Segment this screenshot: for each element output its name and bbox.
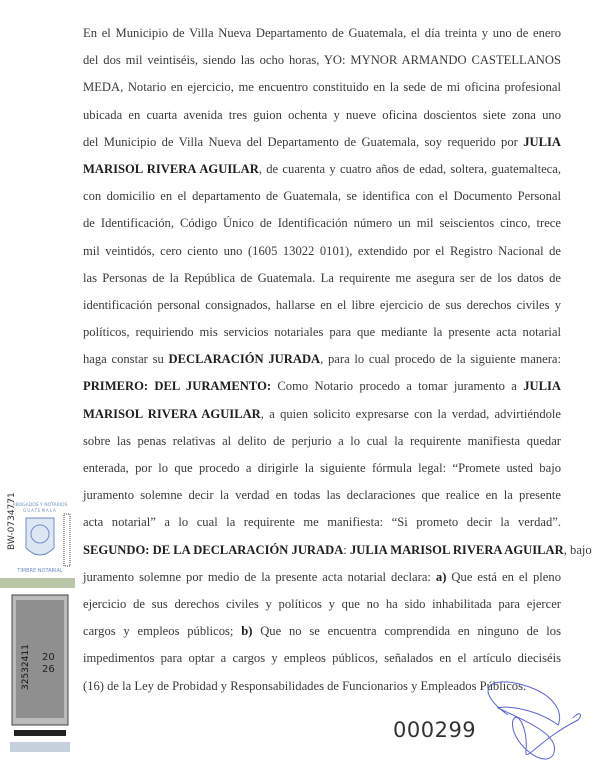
- text-segment: , de cuarenta y cuatro años de edad, soltera, guatemalteca,: [258, 161, 562, 176]
- text-segment: haga constar su: [83, 352, 169, 367]
- text-segment: ubicada en cuarta avenida tres guion ochenta y nueve oficina doscientos siete zona uno: [83, 107, 561, 122]
- text-line: [83, 292, 561, 319]
- text-line: [83, 618, 561, 645]
- bold-text: a): [435, 569, 447, 584]
- notarial-stamp: [0, 492, 75, 588]
- svg-text:ABOGADOS Y NOTARIOS: ABOGADOS Y NOTARIOS: [12, 503, 68, 508]
- text-line: [83, 74, 561, 101]
- text-segment: ejercicio de sus derechos civiles y políticos y que no ha sido inhabilitada para ejercer: [83, 596, 561, 611]
- text-segment: mil veintidós, cero ciento uno (1605 13022 0101), extendido por el Registro Nacional de: [83, 243, 561, 258]
- svg-text:20: 20: [42, 652, 55, 663]
- text-segment: Que no se encuentra comprendida en ninguno de los: [252, 624, 561, 639]
- text-line: [83, 455, 561, 482]
- text-segment: juramento solemne por medio de la presente acta notarial declara:: [83, 569, 436, 584]
- text-segment: (16) de la Ley de Probidad y Responsabilidades de Funcionarios y Empleados Públicos.: [83, 678, 527, 693]
- text-line: [83, 401, 561, 428]
- text-segment: sobre las penas relativas al delito de perjurio a lo cual la requirente manifiesta quedar: [83, 433, 561, 448]
- text-line: [83, 156, 561, 183]
- text-segment: del dos mil veintiséis, siendo las ocho horas, YO: MYNOR ARMANDO CASTELLANOS: [83, 53, 561, 68]
- bold-text: MARISOL RIVERA AGUILAR: [83, 161, 259, 176]
- text-segment: de Identificación, Código Único de Identificación número un mil seiscientos cinco, trece: [83, 216, 561, 231]
- text-line: [83, 47, 561, 74]
- notarial-stamps: [0, 490, 80, 765]
- text-segment: juramento solemne decir la verdad en todas las declaraciones que realice en la presente: [83, 488, 561, 503]
- text-segment: :: [343, 542, 350, 557]
- bold-text: JULIA MARISOL RIVERA AGUILAR: [349, 542, 564, 557]
- bold-text: JULIA: [523, 134, 561, 149]
- svg-text:BW-0734771: BW-0734771: [7, 492, 17, 550]
- text-line: [83, 428, 561, 455]
- text-segment: las Personas de la República de Guatemala. La requirente me asegura ser de los datos de: [83, 270, 561, 285]
- text-segment: con domicilio en el departamento de Guatemala, se identifica con el Documento Personal: [83, 189, 561, 204]
- text-line: [83, 183, 561, 210]
- text-line: [83, 346, 561, 373]
- fiscal-stamp: [10, 595, 70, 752]
- text-segment: MEDA, Notario en ejercicio, me encuentro constituido en la sede de mi oficina profesional: [83, 80, 561, 95]
- text-segment: impedimentos para optar a cargos y empleos públicos, señalados en el artículo dieciséis: [83, 651, 561, 666]
- bold-text: DECLARACIÓN JURADA: [168, 352, 321, 367]
- text-line: [83, 129, 561, 156]
- text-line: [83, 265, 561, 292]
- text-segment: identificación personal consignados, hallarse en el libre ejercicio de sus derechos civiles y: [83, 297, 561, 312]
- bold-text: JULIA: [523, 379, 561, 394]
- text-segment: acta notarial” a lo cual la requirente me manifiesta: “Si prometo decir la verdad”.: [83, 515, 561, 530]
- text-segment: Como Notario procedo a tomar juramento a: [271, 379, 524, 394]
- text-segment: del Municipio de Villa Nueva del Departamento de Guatemala, soy requerido por: [83, 134, 524, 149]
- text-segment: , para lo cual procedo de la siguiente manera:: [320, 352, 561, 367]
- bold-text: SEGUNDO: DE LA DECLARACIÓN JURADA: [83, 542, 344, 557]
- document-body: [83, 20, 592, 700]
- bold-text: b): [241, 624, 253, 639]
- text-segment: En el Municipio de Villa Nueva Departamento de Guatemala, el día treinta y uno de enero: [83, 26, 561, 40]
- text-line: [83, 482, 561, 509]
- text-line: [83, 238, 561, 265]
- text-segment: , a quien solicito expresarse con la verdad, advirtiéndole: [260, 406, 562, 421]
- text-line: [83, 102, 561, 129]
- text-line: [83, 591, 561, 618]
- text-segment: Que está en el pleno: [446, 569, 561, 584]
- text-line: [83, 509, 561, 536]
- text-line: [83, 645, 561, 672]
- text-segment: cargos y empleos públicos;: [83, 624, 242, 639]
- text-line: [83, 373, 561, 400]
- text-segment: enterada, por lo que procedo a dirigirle la siguiente fórmula legal: “Promete usted bajo: [83, 461, 561, 475]
- bold-text: MARISOL RIVERA AGUILAR: [83, 406, 261, 421]
- svg-text:GUATEMALA: GUATEMALA: [23, 508, 57, 513]
- text-line: [83, 210, 561, 237]
- svg-text:26: 26: [42, 664, 55, 675]
- text-line: [83, 20, 561, 47]
- text-segment: , bajo: [563, 542, 592, 557]
- text-line: [83, 537, 592, 564]
- signature: [468, 680, 598, 769]
- text-line: [83, 319, 561, 346]
- text-segment: políticos, requiriendo mis servicios notariales para que mediante la presente acta notarial: [83, 325, 561, 340]
- folio-number: 000299: [393, 718, 477, 742]
- text-line: [83, 564, 561, 591]
- svg-text:32532411: 32532411: [21, 644, 31, 690]
- svg-text:TIMBRE NOTARIAL: TIMBRE NOTARIAL: [17, 568, 63, 574]
- bold-text: PRIMERO: DEL JURAMENTO:: [83, 379, 272, 394]
